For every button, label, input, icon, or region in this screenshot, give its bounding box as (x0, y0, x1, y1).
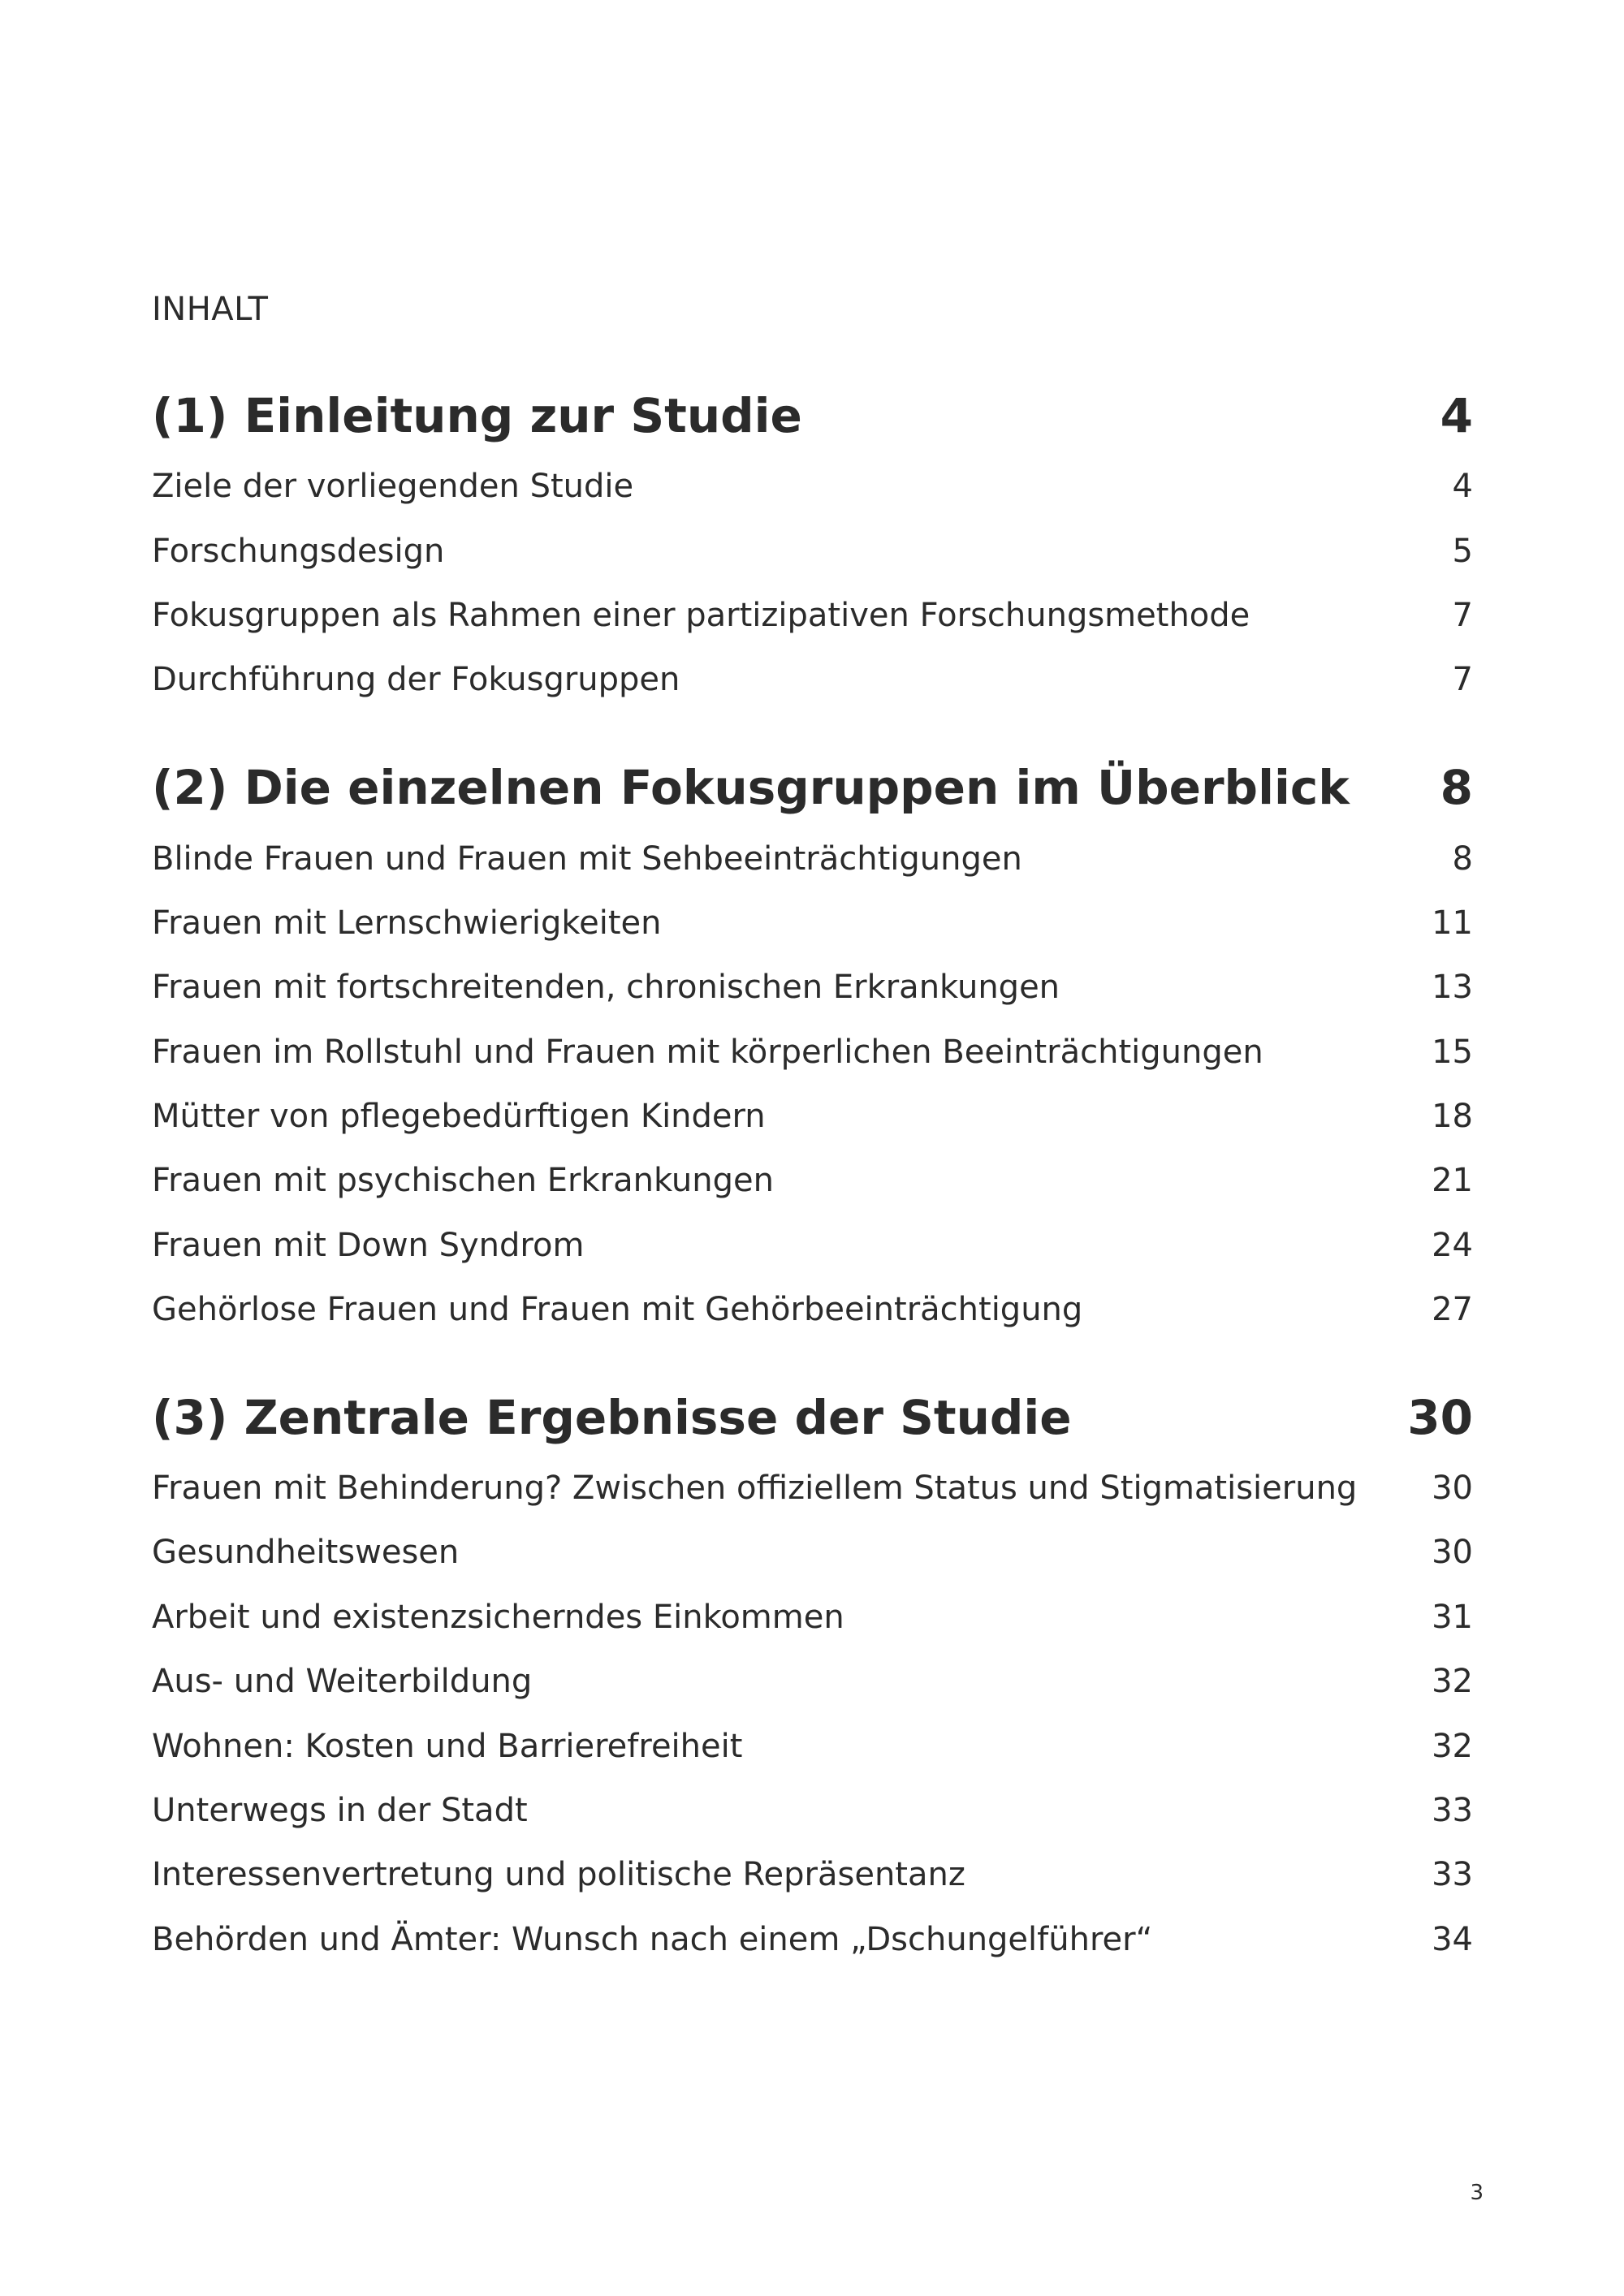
toc-heading: INHALT (152, 291, 269, 328)
toc-section-title: (1) Einleitung zur Studie (152, 388, 802, 443)
toc-section-2[interactable] (152, 760, 1473, 815)
toc-entry-title: Aus- und Weiterbildung (152, 1663, 533, 1700)
toc-entry[interactable] (152, 1034, 1473, 1071)
toc-entry-page: 5 (1452, 533, 1473, 570)
toc-entry[interactable] (152, 533, 1473, 570)
toc-entry-title: Arbeit und existenzsicherndes Einkommen (152, 1599, 844, 1636)
toc-entry-title: Interessenvertretung und politische Repräsentanz (152, 1856, 965, 1893)
toc-entry-page: 33 (1432, 1856, 1473, 1893)
toc-entry-page: 30 (1432, 1470, 1473, 1507)
toc-entry-page: 13 (1432, 969, 1473, 1006)
toc-entry-title: Unterwegs in der Stadt (152, 1792, 528, 1829)
toc-section-1[interactable] (152, 388, 1473, 443)
toc-entry[interactable] (152, 597, 1473, 634)
toc-entry-page: 7 (1452, 661, 1473, 698)
toc-entry-title: Wohnen: Kosten und Barrierefreiheit (152, 1728, 743, 1765)
toc-entry-page: 30 (1432, 1534, 1473, 1571)
toc-entry-page: 32 (1432, 1728, 1473, 1765)
toc-entry-title: Blinde Frauen und Frauen mit Sehbeeinträchtigungen (152, 840, 1022, 878)
page-number: 3 (1470, 2181, 1484, 2205)
toc-entry-page: 15 (1432, 1034, 1473, 1071)
toc-entry[interactable] (152, 840, 1473, 878)
toc-entry-title: Frauen im Rollstuhl und Frauen mit körperlichen Beeinträchtigungen (152, 1034, 1263, 1071)
toc-entry[interactable] (152, 969, 1473, 1006)
toc-entry-title: Frauen mit Down Syndrom (152, 1227, 585, 1264)
toc-section-page: 30 (1407, 1390, 1473, 1445)
toc-entry-page: 24 (1432, 1227, 1473, 1264)
toc-entry[interactable] (152, 1291, 1473, 1328)
toc-entry-page: 11 (1432, 904, 1473, 942)
toc-entry-title: Durchführung der Fokusgruppen (152, 661, 680, 698)
toc-entry[interactable] (152, 1921, 1473, 1958)
toc-entry-page: 4 (1452, 468, 1473, 505)
toc-entry-page: 21 (1432, 1162, 1473, 1199)
toc-entry-page: 34 (1432, 1921, 1473, 1958)
toc-entry-title: Gehörlose Frauen und Frauen mit Gehörbeeinträchtigung (152, 1291, 1083, 1328)
toc-entry-title: Gesundheitswesen (152, 1534, 460, 1571)
toc-entry-title: Ziele der vorliegenden Studie (152, 468, 634, 505)
toc-entry[interactable] (152, 1856, 1473, 1893)
toc-entry[interactable] (152, 1728, 1473, 1765)
toc-entry-title: Frauen mit fortschreitenden, chronischen Erkrankungen (152, 969, 1060, 1006)
toc-entry[interactable] (152, 1098, 1473, 1135)
toc-entry-title: Mütter von pflegebedürftigen Kindern (152, 1098, 766, 1135)
toc-entry[interactable] (152, 1534, 1473, 1571)
toc-entry[interactable] (152, 1792, 1473, 1829)
toc-entry-page: 8 (1452, 840, 1473, 878)
toc-entry[interactable] (152, 1162, 1473, 1199)
toc-entry-title: Frauen mit Behinderung? Zwischen offiziellem Status und Stigmatisierung (152, 1470, 1358, 1507)
toc-entry[interactable] (152, 661, 1473, 698)
toc-entry-page: 27 (1432, 1291, 1473, 1328)
toc-entry-title: Frauen mit psychischen Erkrankungen (152, 1162, 774, 1199)
toc-entry[interactable] (152, 1227, 1473, 1264)
toc-entry[interactable] (152, 904, 1473, 942)
toc-section-title: (2) Die einzelnen Fokusgruppen im Überblick (152, 760, 1350, 815)
toc-entry-title: Behörden und Ämter: Wunsch nach einem „Dschungelführer“ (152, 1921, 1153, 1958)
toc-entry[interactable] (152, 1663, 1473, 1700)
toc-section-title: (3) Zentrale Ergebnisse der Studie (152, 1390, 1072, 1445)
toc-entry-page: 18 (1432, 1098, 1473, 1135)
toc-section-page: 4 (1440, 388, 1473, 443)
toc-entry-title: Frauen mit Lernschwierigkeiten (152, 904, 662, 942)
toc-entry-page: 32 (1432, 1663, 1473, 1700)
toc-entry-page: 7 (1452, 597, 1473, 634)
toc-entry[interactable] (152, 1470, 1473, 1507)
toc-section-page: 8 (1440, 760, 1473, 815)
toc-entry[interactable] (152, 468, 1473, 505)
toc-entry[interactable] (152, 1599, 1473, 1636)
toc-section-3[interactable] (152, 1390, 1473, 1445)
toc-entry-page: 31 (1432, 1599, 1473, 1636)
toc-entry-title: Fokusgruppen als Rahmen einer partizipativen Forschungsmethode (152, 597, 1250, 634)
toc-entry-page: 33 (1432, 1792, 1473, 1829)
toc-entry-title: Forschungsdesign (152, 533, 445, 570)
